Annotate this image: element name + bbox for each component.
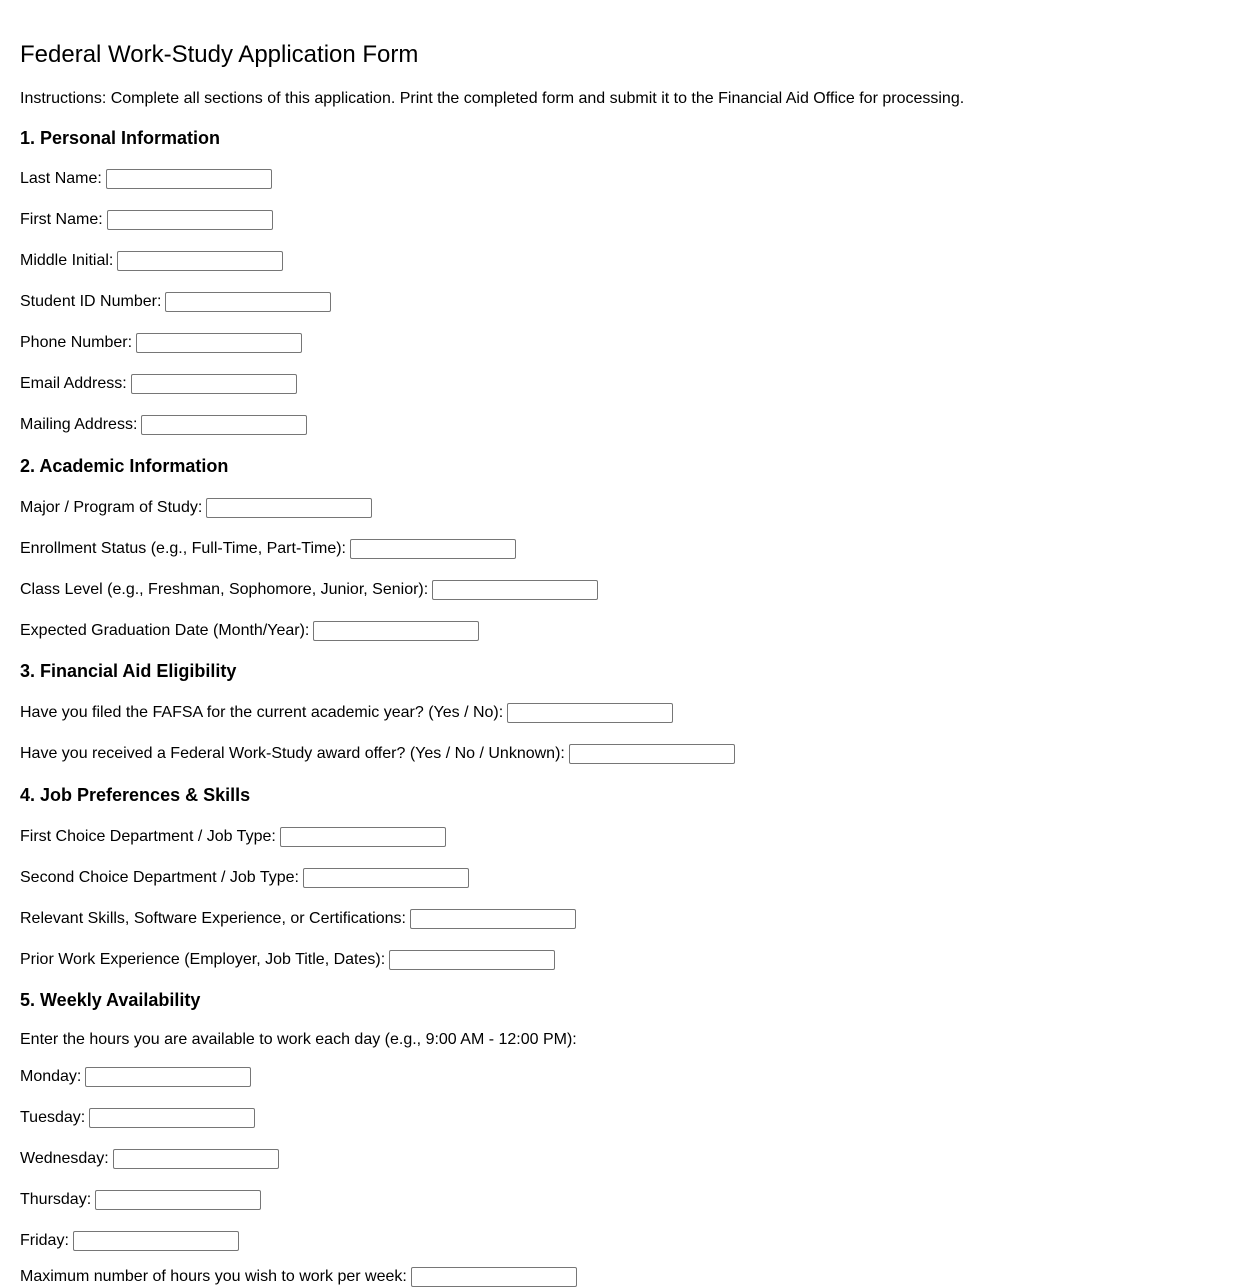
- field-row-graduation-date: [20, 620, 479, 642]
- field-row-fafsa: [20, 702, 673, 724]
- skills-input[interactable]: [410, 909, 576, 929]
- monday-label: Monday:: [20, 1068, 82, 1085]
- field-row-friday: [20, 1230, 239, 1252]
- graduation-date-label: Expected Graduation Date (Month/Year):: [20, 622, 310, 639]
- field-row-student-id: [20, 291, 331, 313]
- section-heading-personal: 1. Personal Information: [20, 128, 221, 148]
- prior-experience-input[interactable]: [389, 950, 555, 970]
- fws-offer-input[interactable]: [569, 744, 735, 764]
- availability-note: Enter the hours you are available to work each day (e.g., 9:00 AM - 12:00 PM):: [20, 1031, 577, 1048]
- middle-initial-input[interactable]: [117, 251, 283, 271]
- section-heading-availability: 5. Weekly Availability: [20, 990, 201, 1010]
- email-label: Email Address:: [20, 375, 127, 392]
- field-row-email: [20, 373, 297, 395]
- field-row-first-name: [20, 209, 273, 231]
- max-hours-label: Maximum number of hours you wish to work per week:: [20, 1268, 407, 1285]
- field-row-mailing-address: [20, 414, 307, 436]
- field-row-wednesday: [20, 1148, 279, 1170]
- field-row-prior-experience: [20, 949, 555, 971]
- second-choice-input[interactable]: [303, 868, 469, 888]
- first-choice-label: First Choice Department / Job Type:: [20, 828, 276, 845]
- max-hours-input[interactable]: [411, 1267, 577, 1287]
- mailing-address-input[interactable]: [141, 415, 307, 435]
- field-row-first-choice: [20, 826, 446, 848]
- student-id-input[interactable]: [165, 292, 331, 312]
- last-name-input[interactable]: [106, 169, 272, 189]
- major-label: Major / Program of Study:: [20, 499, 203, 516]
- student-id-label: Student ID Number:: [20, 293, 162, 310]
- class-level-input[interactable]: [432, 580, 598, 600]
- prior-experience-label: Prior Work Experience (Employer, Job Title, Dates):: [20, 951, 386, 968]
- field-row-second-choice: [20, 867, 469, 889]
- enrollment-status-input[interactable]: [350, 539, 516, 559]
- enrollment-status-label: Enrollment Status (e.g., Full-Time, Part-Time):: [20, 540, 346, 557]
- field-row-monday: [20, 1066, 251, 1088]
- field-row-thursday: [20, 1189, 261, 1211]
- field-row-last-name: [20, 168, 272, 190]
- section-heading-jobs: 4. Job Preferences & Skills: [20, 785, 251, 805]
- last-name-label: Last Name:: [20, 170, 102, 187]
- field-row-middle-initial: [20, 250, 283, 272]
- friday-label: Friday:: [20, 1232, 69, 1249]
- field-row-class-level: [20, 579, 598, 601]
- first-choice-input[interactable]: [280, 827, 446, 847]
- section-heading-academic: 2. Academic Information: [20, 456, 229, 476]
- section-heading-financial: 3. Financial Aid Eligibility: [20, 661, 237, 681]
- field-row-skills: [20, 908, 576, 930]
- wednesday-input[interactable]: [113, 1149, 279, 1169]
- field-row-major: [20, 497, 372, 519]
- phone-input[interactable]: [136, 333, 302, 353]
- first-name-input[interactable]: [107, 210, 273, 230]
- fws-offer-label: Have you received a Federal Work-Study award offer? (Yes / No / Unknown):: [20, 745, 565, 762]
- field-row-fws-offer: [20, 743, 735, 765]
- skills-label: Relevant Skills, Software Experience, or Certifications:: [20, 910, 406, 927]
- form-title: Federal Work-Study Application Form: [20, 41, 419, 68]
- field-row-max-hours: [20, 1266, 577, 1288]
- mailing-address-label: Mailing Address:: [20, 416, 138, 433]
- graduation-date-input[interactable]: [313, 621, 479, 641]
- friday-input[interactable]: [73, 1231, 239, 1251]
- wednesday-label: Wednesday:: [20, 1150, 109, 1167]
- class-level-label: Class Level (e.g., Freshman, Sophomore, Junior, Senior):: [20, 581, 429, 598]
- field-row-phone: [20, 332, 302, 354]
- thursday-label: Thursday:: [20, 1191, 92, 1208]
- major-input[interactable]: [206, 498, 372, 518]
- field-row-tuesday: [20, 1107, 255, 1129]
- email-input[interactable]: [131, 374, 297, 394]
- field-row-enrollment-status: [20, 538, 516, 560]
- fafsa-label: Have you filed the FAFSA for the current academic year? (Yes / No):: [20, 704, 504, 721]
- fafsa-input[interactable]: [507, 703, 673, 723]
- thursday-input[interactable]: [95, 1190, 261, 1210]
- middle-initial-label: Middle Initial:: [20, 252, 114, 269]
- tuesday-label: Tuesday:: [20, 1109, 86, 1126]
- phone-label: Phone Number:: [20, 334, 133, 351]
- monday-input[interactable]: [85, 1067, 251, 1087]
- second-choice-label: Second Choice Department / Job Type:: [20, 869, 299, 886]
- first-name-label: First Name:: [20, 211, 103, 228]
- form-instructions: Instructions: Complete all sections of this application. Print the completed form and submit it to the Financial Aid Office for processing.: [20, 90, 965, 107]
- tuesday-input[interactable]: [89, 1108, 255, 1128]
